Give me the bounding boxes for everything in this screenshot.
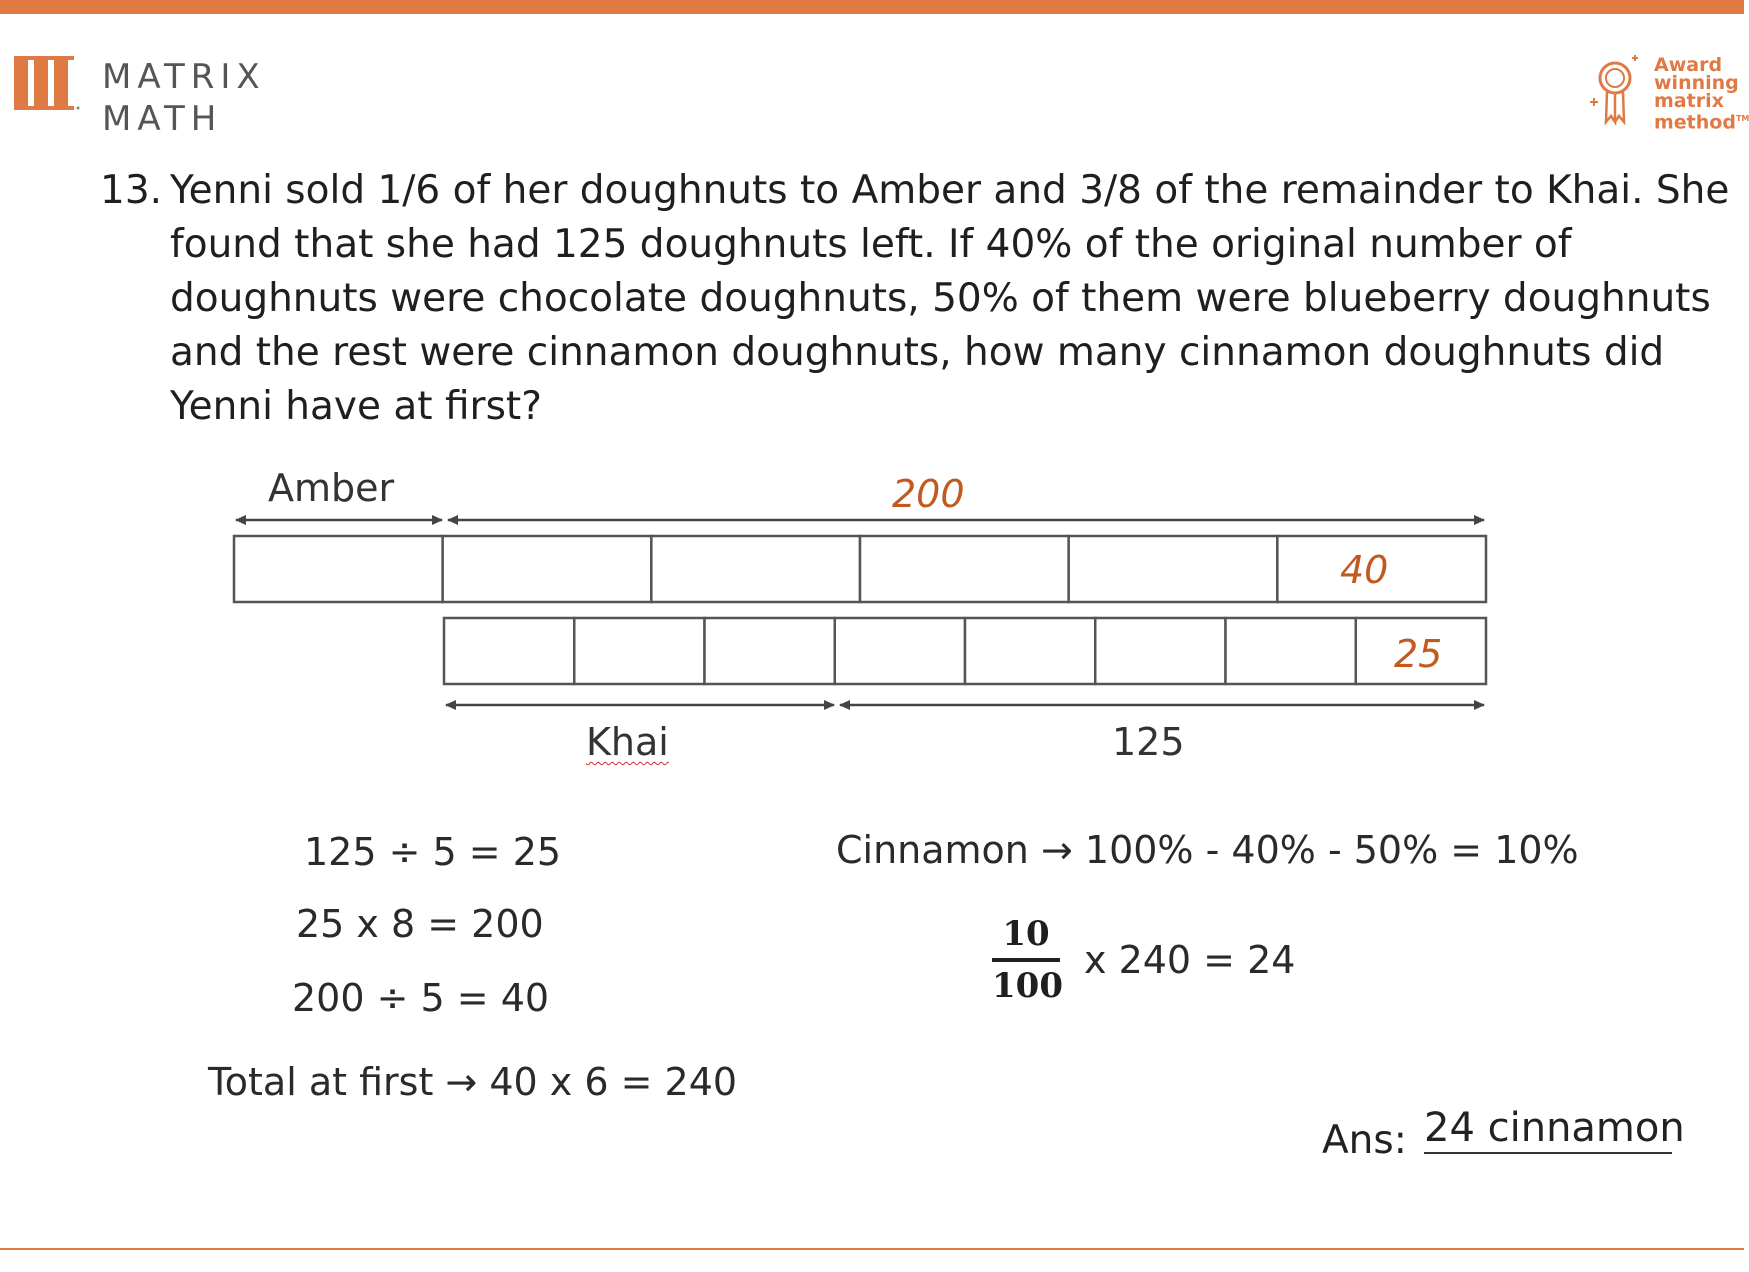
- bottom-bar-unit-3: [705, 618, 835, 684]
- award-badge: [1584, 54, 1749, 134]
- award-tm: TM: [1735, 114, 1749, 123]
- brand-name-line2: MATH: [102, 99, 223, 139]
- matrix-math-logo: [14, 56, 284, 139]
- bar-model-svg: [0, 460, 1744, 790]
- answer-label: Ans:: [1322, 1118, 1407, 1163]
- award-line1: Award: [1654, 54, 1723, 76]
- brand-name-line1: MATRIX: [102, 57, 266, 97]
- brand-name: [102, 56, 266, 140]
- label-125: 125: [1112, 720, 1185, 764]
- top-bar-unit-4: [860, 536, 1069, 602]
- matrix-bars-icon: [14, 56, 84, 124]
- fraction-ten-hundredths: [992, 914, 1063, 1006]
- bar-model-diagram: [0, 460, 1744, 790]
- top-bar-unit-1: [234, 536, 443, 602]
- bottom-bar-unit-5: [965, 618, 1095, 684]
- question-text: Yenni sold 1/6 of her doughnuts to Amber and 3/8 of the remainder to Khai. She found that she had 125 doughnuts left. If 40% of the original number of doughnuts were chocolate doughnuts, 50% of them were blueberry doughnuts and the rest were cinnamon doughnuts, how many cinnamon doughnuts did Yenni have at first?: [170, 168, 1730, 429]
- bottom-bar-unit-1: [444, 618, 574, 684]
- fraction-numerator: 10: [992, 914, 1060, 962]
- calc-cinnamon-count: x 240 = 24: [1084, 938, 1296, 982]
- award-line3: matrix: [1654, 90, 1724, 112]
- bottom-bar-units: [444, 618, 1486, 684]
- label-amber: Amber: [268, 466, 395, 510]
- bottom-bar-unit-6: [1095, 618, 1225, 684]
- top-bar-unit-5: [1069, 536, 1278, 602]
- label-25: 25: [1394, 632, 1443, 676]
- award-line4: method: [1654, 111, 1736, 134]
- award-text: [1654, 54, 1749, 134]
- calc-line-2: 25 x 8 = 200: [296, 902, 544, 946]
- calc-cinnamon-percent: Cinnamon → 100% - 40% - 50% = 10%: [836, 828, 1579, 872]
- fraction-denominator: 100: [992, 966, 1063, 1006]
- top-accent-bar: [0, 0, 1744, 14]
- bottom-bar-unit-2: [574, 618, 704, 684]
- label-40: 40: [1340, 548, 1389, 592]
- calc-total: Total at first → 40 x 6 = 240: [208, 1060, 738, 1104]
- answer-value: 24 cinnamon: [1424, 1104, 1672, 1154]
- label-khai: Khai: [586, 720, 669, 764]
- top-bar-unit-2: [443, 536, 652, 602]
- label-200: 200: [892, 472, 965, 516]
- calc-line-3: 200 ÷ 5 = 40: [292, 976, 550, 1020]
- bottom-bar-unit-4: [835, 618, 965, 684]
- award-line2: winning: [1654, 72, 1739, 94]
- bottom-accent-line: [0, 1248, 1744, 1250]
- top-bar-units: [234, 536, 1486, 602]
- bottom-bar-unit-7: [1226, 618, 1356, 684]
- calc-line-1: 125 ÷ 5 = 25: [304, 830, 562, 874]
- award-ribbon-icon: [1584, 56, 1642, 128]
- question-number: 13.: [100, 168, 163, 213]
- top-bar-unit-3: [651, 536, 860, 602]
